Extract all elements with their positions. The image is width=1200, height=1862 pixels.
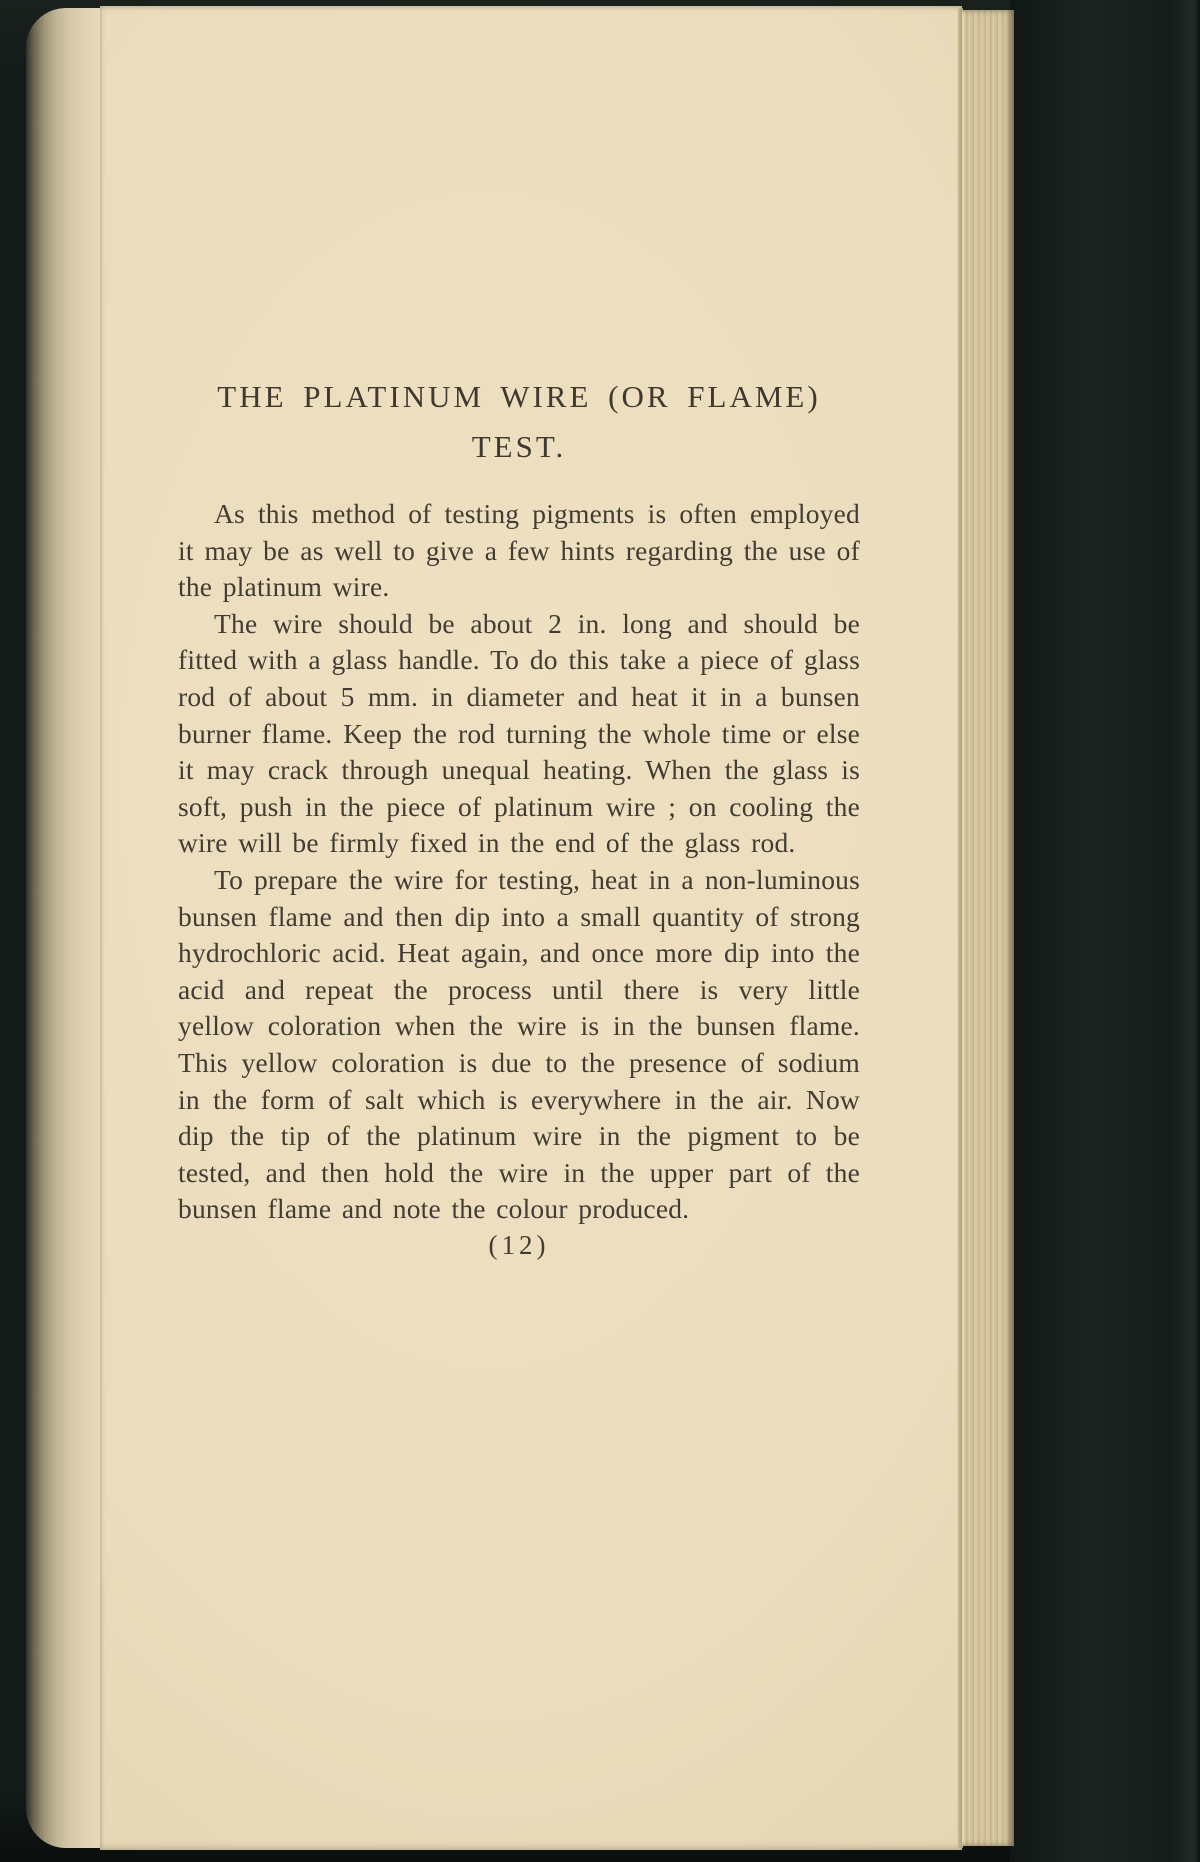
page-title-line1: THE PLATINUM WIRE (OR FLAME): [217, 379, 821, 414]
page-title-line2: TEST.: [471, 429, 567, 464]
page-stack-left-edge: [26, 8, 104, 1848]
book-page: [100, 6, 962, 1850]
text-block: [178, 372, 860, 1261]
page-stack-right-edge: [962, 10, 1014, 1846]
page-number: (12): [488, 1229, 550, 1260]
paragraph: As this method of testing pigments is often employed it may be as well to give a few hints regarding the use of the platinum wire.: [178, 498, 860, 603]
book-cover-edge: [1010, 0, 1200, 1862]
paragraph: To prepare the wire for testing, heat in a non-luminous bunsen flame and then dip into a small quantity of strong hydrochloric acid. Heat again, and once more dip into the acid and repeat the process until there is very little yellow coloration when the wire is in the bunsen flame. This yellow coloration is due to the presence of sodium in the form of salt which is everywhere in the air. Now dip the tip of the platinum wire in the pigment to be tested, and then hold the wire in the upper part of the bunsen flame and note the colour produced.: [178, 863, 860, 1225]
paragraph: The wire should be about 2 in. long and should be fitted with a glass handle. To do this take a piece of glass rod of about 5 mm. in diameter and heat it in a bunsen burner flame. Keep the rod turning the whole time or else it may crack through unequal heating. When the glass is soft, push in the piece of platinum wire ; on cooling the wire will be firmly fixed in the end of the glass rod.: [178, 607, 860, 859]
page-title: [178, 372, 860, 472]
